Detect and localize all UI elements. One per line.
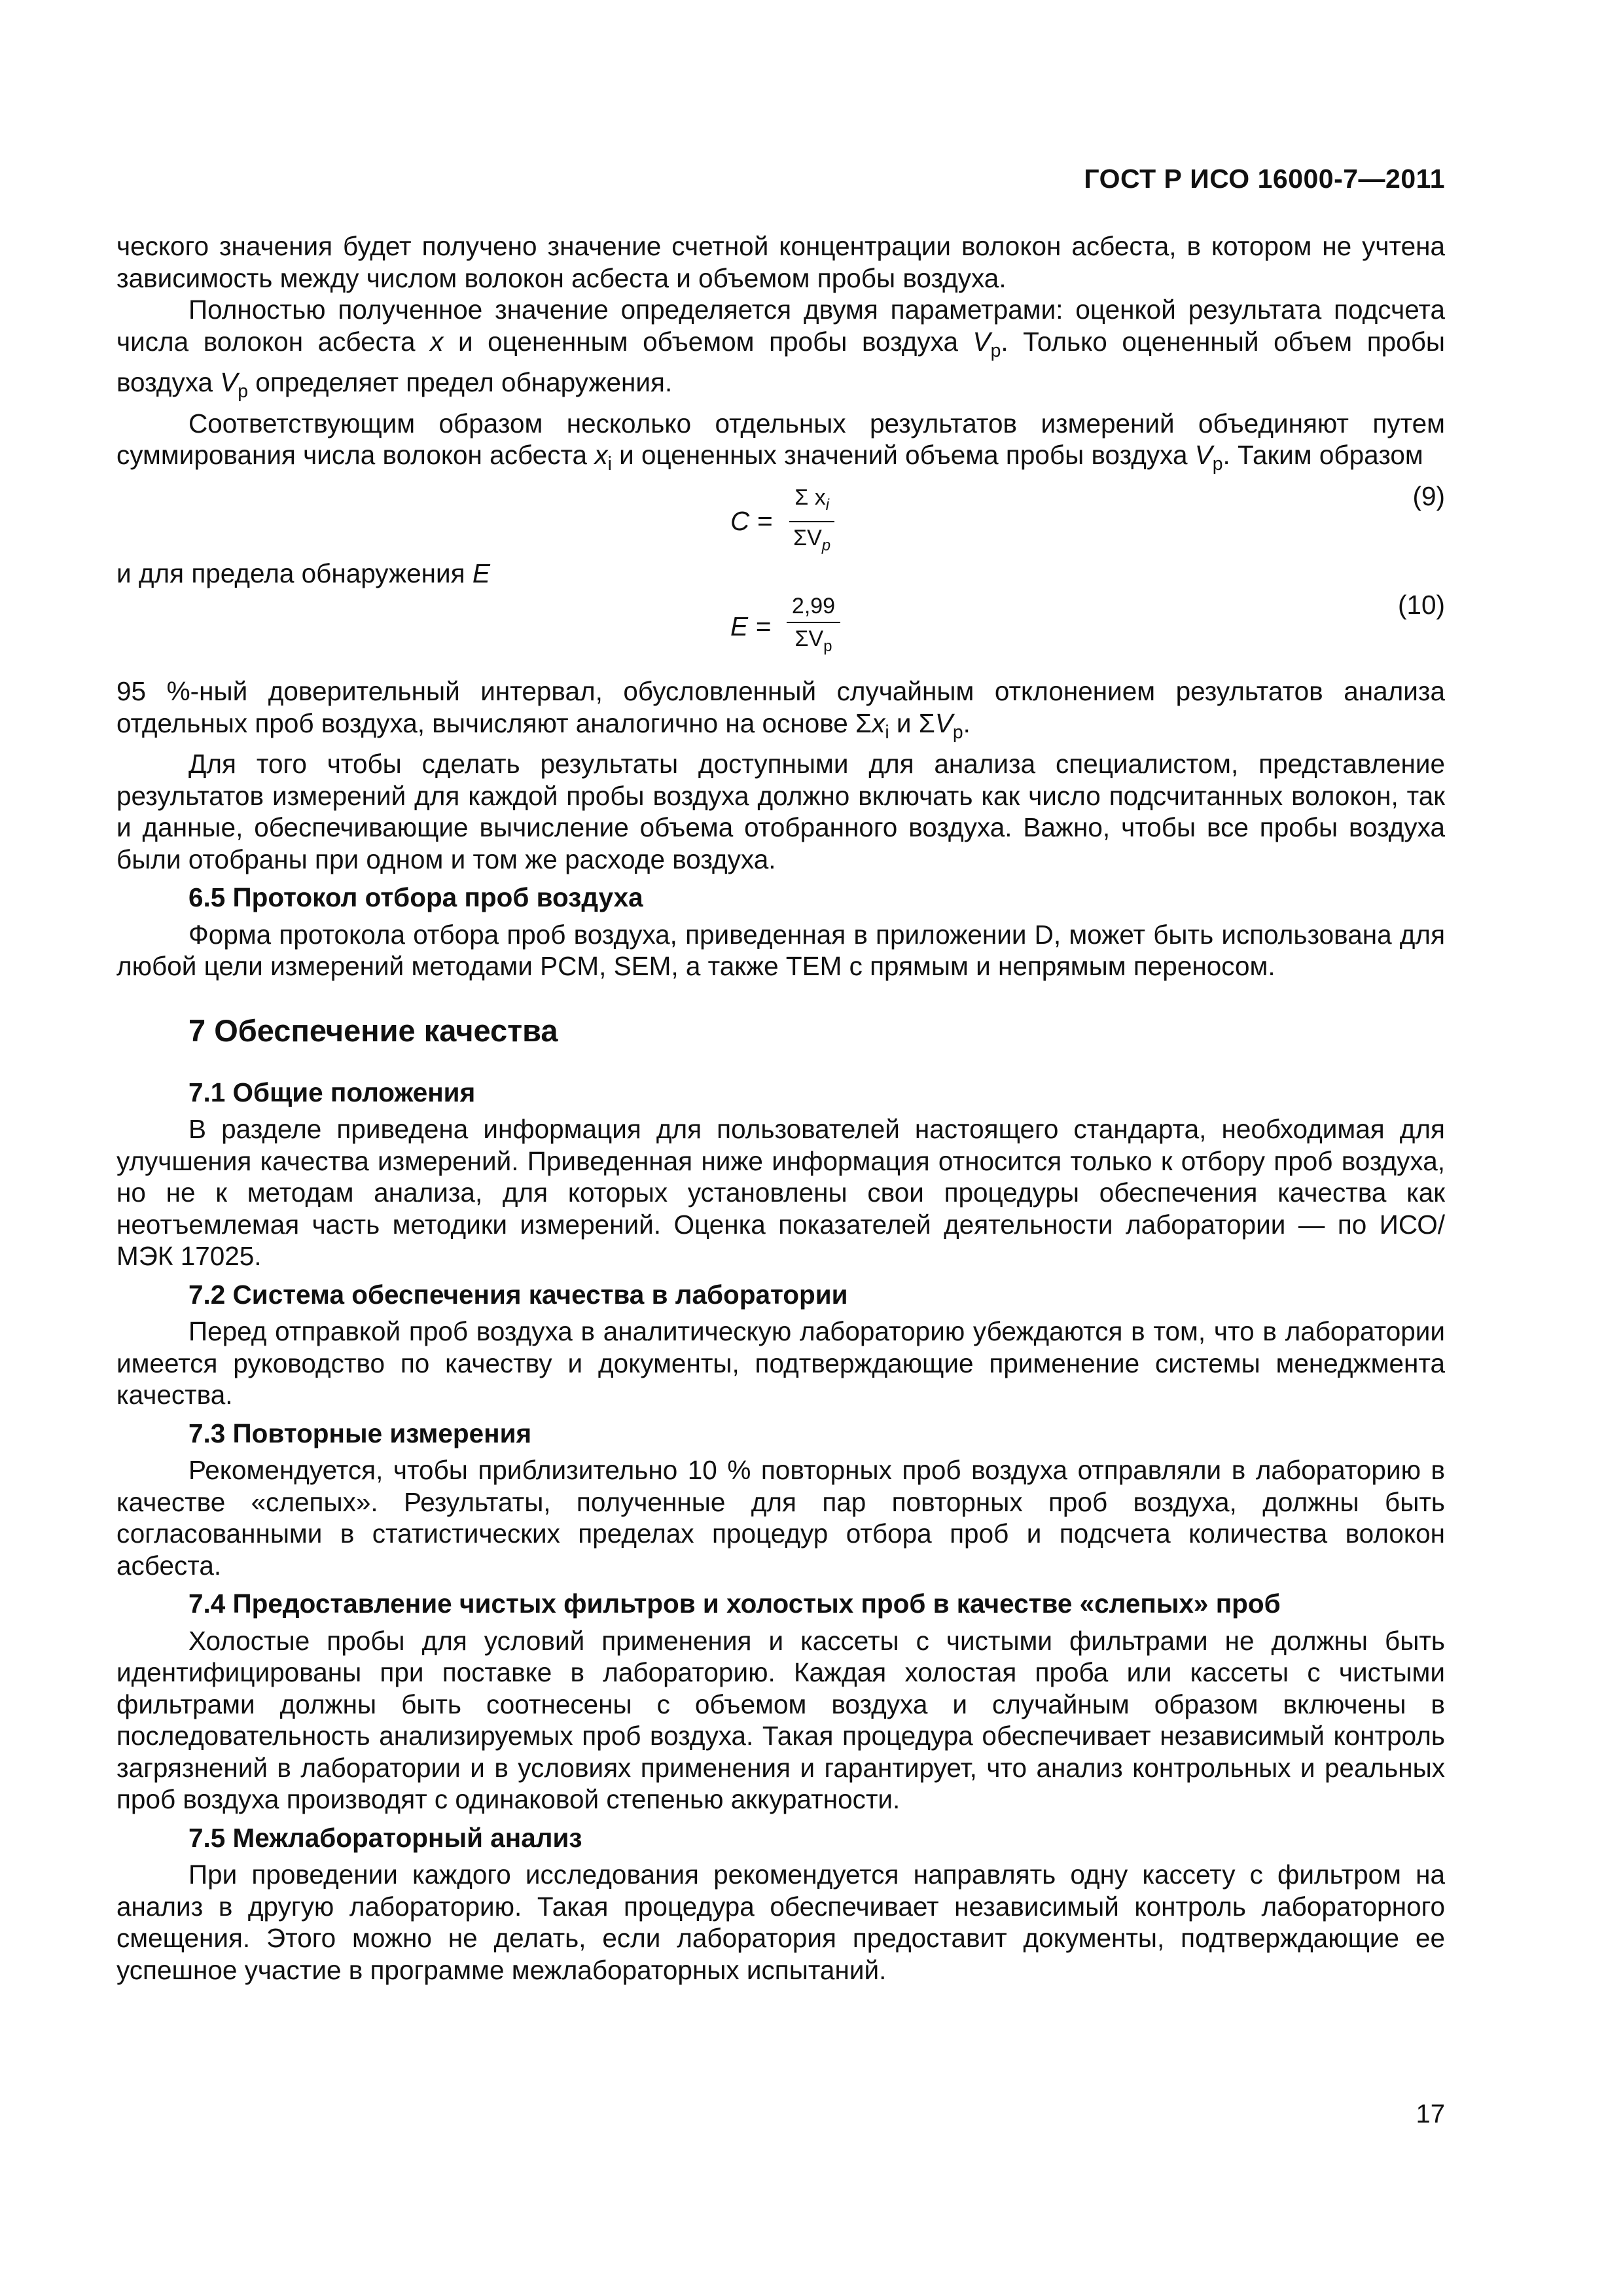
paragraph [116,408,1445,480]
text-run: . Таким образом [1222,440,1423,471]
section-heading-7-3: 7.3 Повторные измерения [188,1418,532,1448]
paragraph: Для того чтобы сделать результаты доступными для анализа специалистом, представление результатов измерений для каждой пробы воздуха должно включать как число подсчитанных волокон, так и данные, обеспечивающие вычисление объема отобранного воздуха. Важно, чтобы все пробы воздуха были отобраны при одном и том же расходе воздуха. [116,749,1445,874]
numerator-subscript: i [825,495,830,514]
math-subscript: p [990,340,1001,361]
section-heading-7-4: 7.4 Предоставление чистых фильтров и холостых проб в качестве «слепых» проб [188,1588,1281,1619]
formula-lhs: C = [730,506,773,537]
fraction-numerator [789,483,834,522]
fraction [787,592,840,661]
math-variable: V [220,367,238,398]
math-variable: x [872,708,885,738]
paragraph: В разделе приведена информация для пользователей настоящего стандарта, необходимая для улучшения качества измерений. Приведенная ниже информация относится только к отбору проб воздуха, но не к методам анализа, для которых установлены свои процедуры обеспечения качества как неотъемлемая часть методики измерений. Оценка показателей деятельности лаборатории — по ИСО/МЭК 17025. [116,1114,1445,1272]
numerator-text: Σ x [794,484,826,510]
denominator-text: ΣV [794,626,824,652]
text-run: . Только оцененный объем пробы воздуха [116,326,1445,398]
denominator-subscript: p [823,637,832,656]
paragraph: Перед отправкой проб воздуха в аналитическую лабораторию убеждаются в том, что в лаборатории имеется руководство по качеству и документы, подтверждающие применение системы менеджмента качества. [116,1316,1445,1410]
math-variable: x [430,326,444,357]
document-header: ГОСТ Р ИСО 16000-7—2011 [1084,164,1445,194]
math-subscript: i [607,454,612,475]
section-heading-7-1: 7.1 Общие положения [188,1077,476,1107]
section-heading-7: 7 Обеспечение качества [188,1013,558,1048]
math-variable: x [594,440,608,471]
paragraph [116,675,1445,748]
section-heading-7-2: 7.2 Система обеспечения качества в лаборатории [188,1279,848,1310]
text-run: 95 %-ный доверительный интервал, обусловленный случайным отклонением результатов анализа отдельных проб воздуха, вычисляют аналогично на основе Σ [116,676,1445,738]
paragraph [116,294,1445,408]
formula-lhs: E = [730,611,771,641]
text-run: . [963,708,971,738]
paragraph: Форма протокола отбора проб воздуха, приведенная в приложении D, может быть использована для любой цели измерений методами PCM, SEM, а также TEM с прямым и непрямым переносом. [116,919,1445,982]
text-run: и оцененным объемом пробы воздуха [443,326,973,357]
math-subscript: p [1212,454,1223,475]
text-run: определяет предел обнаружения. [248,367,673,398]
text-run: Соответствующим образом несколько отдельных результатов измерений объединяют путем суммирования числа волокон асбеста [116,408,1445,471]
math-subscript: i [885,721,889,743]
equation-number: (10) [1397,590,1445,620]
math-subscript: p [952,721,963,743]
math-variable: E [472,558,490,588]
section-heading-7-5: 7.5 Межлабораторный анализ [188,1822,582,1853]
fraction [788,483,836,560]
equation-10 [116,589,1445,675]
fraction-numerator: 2,99 [787,592,840,623]
formula [730,592,840,661]
equation-9 [116,480,1445,558]
math-variable: V [972,326,991,357]
fraction-denominator [790,623,838,661]
denominator-text: ΣV [793,525,822,550]
text-run: Полностью полученное значение определяется двумя параметрами: оценкой результата подсчета числа волокон асбеста [116,295,1445,357]
math-subscript: p [238,381,249,403]
denominator-subscript: p [821,536,831,554]
paragraph: Рекомендуется, чтобы приблизительно 10 % повторных проб воздуха отправляли в лабораторию в качестве «слепых». Результаты, полученные для пар повторных проб воздуха, должны быть согласованными в статистических пределах процедур отбора проб и подсчета количества волокон асбеста. [116,1455,1445,1581]
paragraph: ческого значения будет получено значение счетной концентрации волокон асбеста, в котором не учтена зависимость между числом волокон асбеста и объемом пробы воздуха. [116,231,1445,293]
math-variable: V [1194,440,1213,471]
page-number: 17 [1416,2100,1445,2128]
paragraph [116,558,1445,590]
section-heading-6-5: 6.5 Протокол отбора проб воздуха [188,882,643,913]
text-run: и Σ [889,708,935,738]
text-run: и оцененных значений объема пробы воздуха [611,440,1195,471]
equation-number: (9) [1412,480,1445,511]
fraction-denominator [788,522,836,560]
math-variable: V [935,708,953,738]
paragraph: При проведении каждого исследования рекомендуется направлять одну кассету с фильтром на анализ в другую лабораторию. Такая процедура обеспечивает независимый контроль лабораторного смещения. Этого можно не делать, если лаборатория предоставит документы, подтверждающие ее успешное участие в программе межлабораторных испытаний. [116,1859,1445,1985]
paragraph: Холостые пробы для условий применения и кассеты с чистыми фильтрами не должны быть идентифицированы при поставке в лабораторию. Каждая холостая проба или кассеты с чистыми фильтрами должны быть соотнесены с объемом воздуха и случайным образом включены в последовательность анализируемых проб воздуха. Такая процедура обеспечивает независимый контроль загрязнений в лаборатории и в условиях применения и гарантирует, что анализ контрольных и реальных проб воздуха производят с одинаковой степенью аккуратности. [116,1625,1445,1815]
text-run: и для предела обнаружения [116,558,473,588]
page-body [116,230,1445,1986]
formula [730,483,836,560]
